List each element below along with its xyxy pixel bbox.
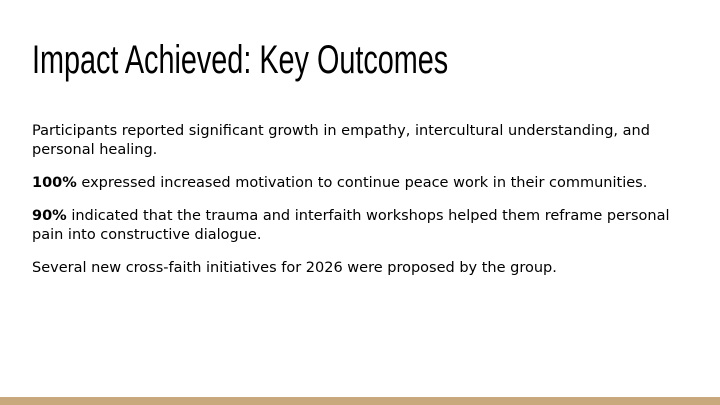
outcome-paragraph-3-stat: 90% [32, 208, 67, 224]
outcome-paragraph-2-text: expressed increased motivation to continue peace work in their communities. [76, 175, 648, 191]
slide-body [32, 122, 692, 292]
outcome-paragraph-4 [32, 259, 692, 278]
slide-title: Impact Achieved: Key Outcomes [32, 38, 449, 82]
outcome-paragraph-3 [32, 207, 692, 245]
outcome-paragraph-3-text: indicated that the trauma and interfaith workshops helped them reframe personal pain into constructive dialogue. [32, 208, 670, 243]
outcome-paragraph-4-text: Several new cross-faith initiatives for 2026 were proposed by the group. [32, 260, 557, 276]
outcome-paragraph-1 [32, 122, 692, 160]
outcome-paragraph-2-stat: 100% [32, 175, 77, 191]
outcome-paragraph-1-text: Participants reported significant growth in empathy, intercultural understanding, and personal healing. [32, 123, 650, 158]
footer-accent-bar [0, 397, 720, 405]
outcome-paragraph-2 [32, 174, 692, 193]
